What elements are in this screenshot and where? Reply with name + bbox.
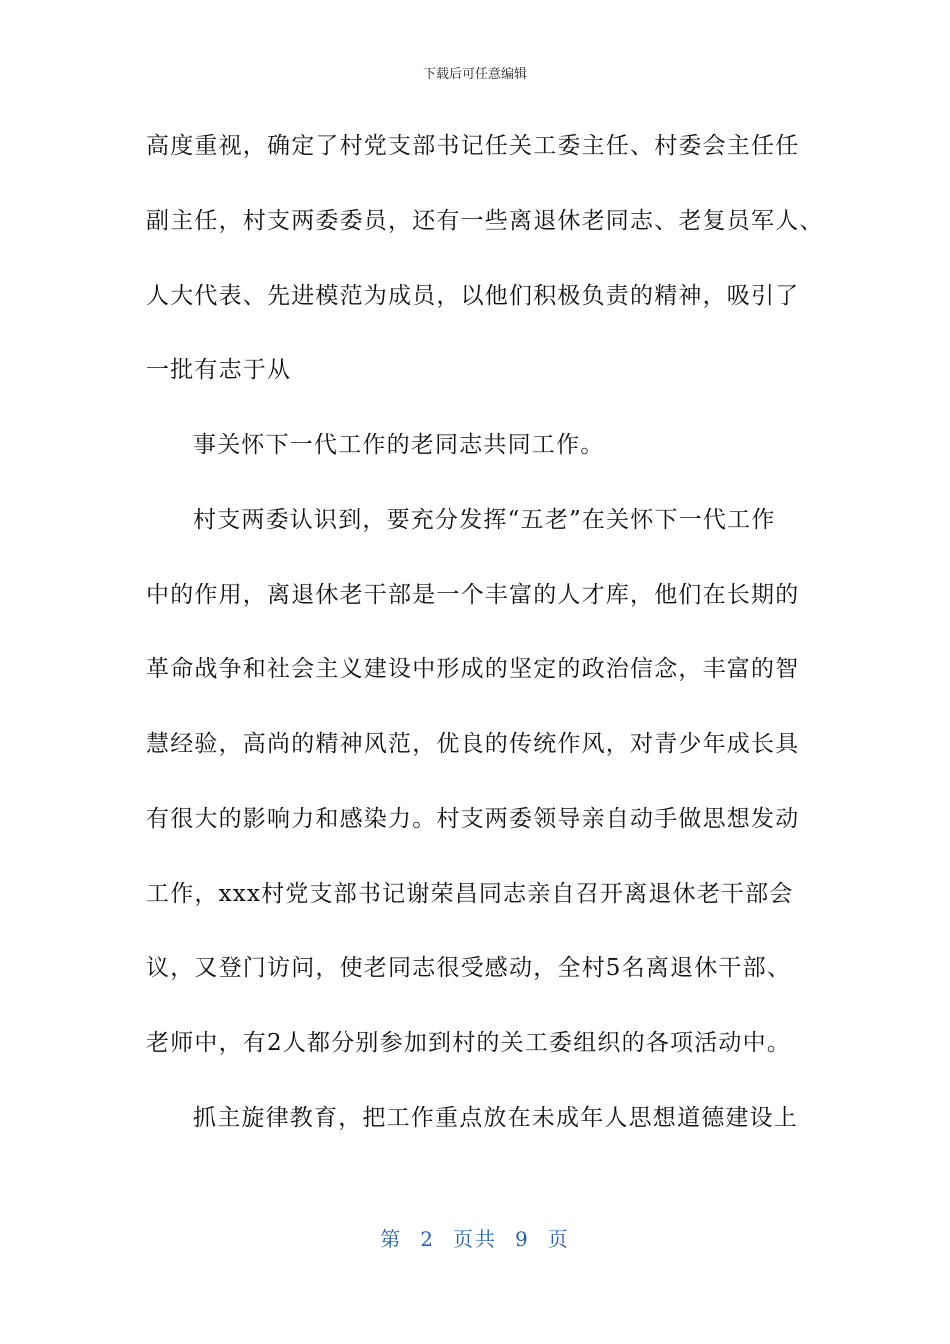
footer-current-page: 2 <box>420 1227 435 1251</box>
text-line-4: 一批有志于从 <box>146 357 292 383</box>
text-line-6: 村支两委认识到，要充分发挥“五老”在关怀下一代工作 <box>193 507 776 533</box>
text-line-10: 有很大的影响力和感染力。村支两委领导亲自动手做思想发动 <box>146 806 800 832</box>
page-footer <box>0 1226 950 1252</box>
text-line-13: 老师中，有2人都分别参加到村的关工委组织的各项活动中。 <box>146 1030 792 1056</box>
text-line-12: 议，又登门访问，使老同志很受感动，全村5名离退休干部、 <box>146 955 792 981</box>
text-line-1: 高度重视，确定了村党支部书记任关工委主任、村委会主任任 <box>146 133 800 159</box>
footer-prefix: 第 <box>380 1227 403 1251</box>
footer-total-pages: 9 <box>515 1227 530 1251</box>
text-line-14: 抓主旋律教育，把工作重点放在未成年人思想道德建设上 <box>193 1105 798 1131</box>
text-line-5: 事关怀下一代工作的老同志共同工作。 <box>193 432 605 458</box>
page-header-note: 下载后可任意编辑 <box>422 67 527 82</box>
text-line-2: 副主任，村支两委委员，还有一些离退休老同志、老复员军人、 <box>146 208 824 234</box>
footer-middle: 页共 <box>453 1227 497 1251</box>
text-line-9: 慧经验，高尚的精神风范，优良的传统作风，对青少年成长具 <box>146 731 800 757</box>
text-line-7: 中的作用，离退休老干部是一个丰富的人才库，他们在长期的 <box>146 582 800 608</box>
text-line-11: 工作，xxx村党支部书记谢荣昌同志亲自召开离退休老干部会 <box>146 881 794 907</box>
text-line-8: 革命战争和社会主义建设中形成的坚定的政治信念，丰富的智 <box>146 656 800 682</box>
footer-suffix: 页 <box>547 1227 570 1251</box>
text-line-3: 人大代表、先进模范为成员，以他们积极负责的精神，吸引了 <box>146 283 800 309</box>
